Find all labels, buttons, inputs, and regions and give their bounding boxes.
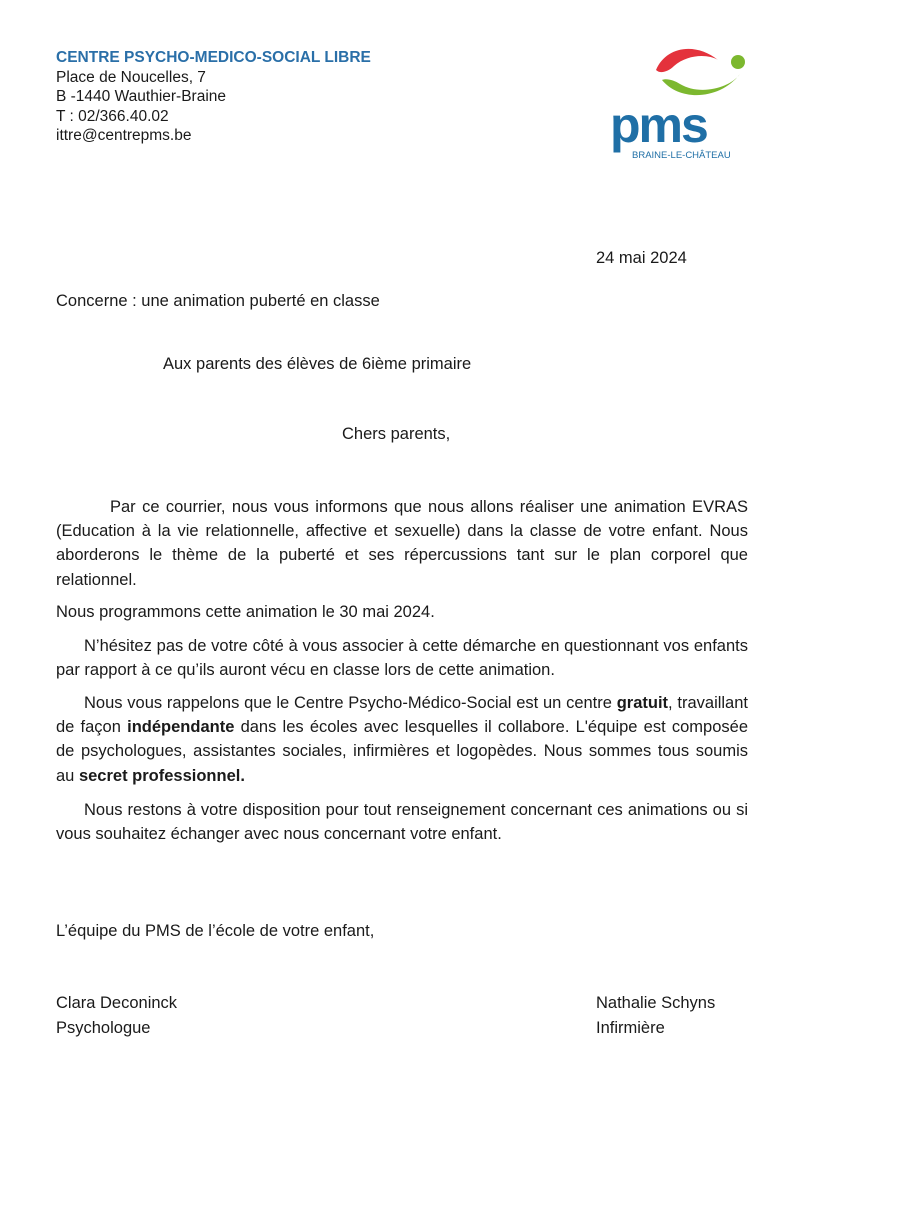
logo-location: BRAINE-LE-CHÂTEAU [632,150,731,161]
sender-phone: T : 02/366.40.02 [56,107,169,125]
letter-salutation: Chers parents, [342,425,451,443]
logo-wordmark: pms [610,97,707,153]
sender-block [56,48,371,146]
letter-recipient: Aux parents des élèves de 6ième primaire [163,355,472,373]
signature-role: Psychologue [56,1019,151,1037]
paragraph-5-text: Nous restons à votre disposition pour tout renseignement concernant ces animations ou si vous souhaitez échanger avec nous concernant votre enfant. [56,801,748,844]
paragraph-4-bold-independante: indépendante [127,718,235,737]
letter-subject: Concerne : une animation puberté en classe [56,292,380,310]
logo-red-swoosh [656,49,718,72]
logo-green-swoosh [662,74,740,95]
signature-name: Nathalie Schyns [596,994,716,1012]
sender-email: ittre@centrepms.be [56,127,192,145]
paragraph-3-text: N’hésitez pas de votre côté à vous associer à cette démarche en questionnant vos enfants par rapport à ce qu’ils auront vécu en classe lors de cette animation. [56,637,748,680]
sender-address-line-2: B -1440 Wauthier-Braine [56,88,227,106]
pms-logo [600,40,760,170]
signature-left [56,991,177,1041]
sender-address-line-1: Place de Noucelles, 7 [56,68,206,86]
signature-right [596,991,715,1041]
paragraph-4-text-2: , travaillant de façon [56,694,748,737]
sender-org: CENTRE PSYCHO-MEDICO-SOCIAL LIBRE [56,49,371,66]
paragraph-1-text: Par ce courrier, nous vous informons que nous allons réaliser une animation EVRAS (Education à la vie relationnelle, affective et sexuelle) dans la classe de votre enfant. Nous aborderons le thème de la puberté et ses répercussions tant sur le plan corporel que relationnel. [56,498,748,589]
letter-date: 24 mai 2024 [596,249,687,267]
logo-green-dot [731,55,745,69]
paragraph-2: Nous programmons cette animation le 30 mai 2024. [56,603,435,621]
paragraph-4-bold-secret: secret professionnel. [78,766,245,785]
paragraph-5 [56,798,748,846]
letter-closing: L’équipe du PMS de l’école de votre enfant, [56,922,375,940]
paragraph-4-bold-gratuit: gratuit [616,694,669,712]
paragraph-4-text-1: Nous vous rappelons que le Centre Psycho-Médico-Social est un centre [84,694,617,712]
signature-name: Clara Deconinck [56,994,178,1012]
paragraph-4 [56,691,748,788]
paragraph-3 [56,634,748,682]
signature-role: Infirmière [596,1019,665,1037]
paragraph-4-text-3: dans les écoles avec lesquelles il collabore. L'équipe est composée de psychologues, assistantes sociales, infirmières et logopèdes. Nous sommes tous soumis au [56,718,748,785]
paragraph-1 [56,495,748,592]
